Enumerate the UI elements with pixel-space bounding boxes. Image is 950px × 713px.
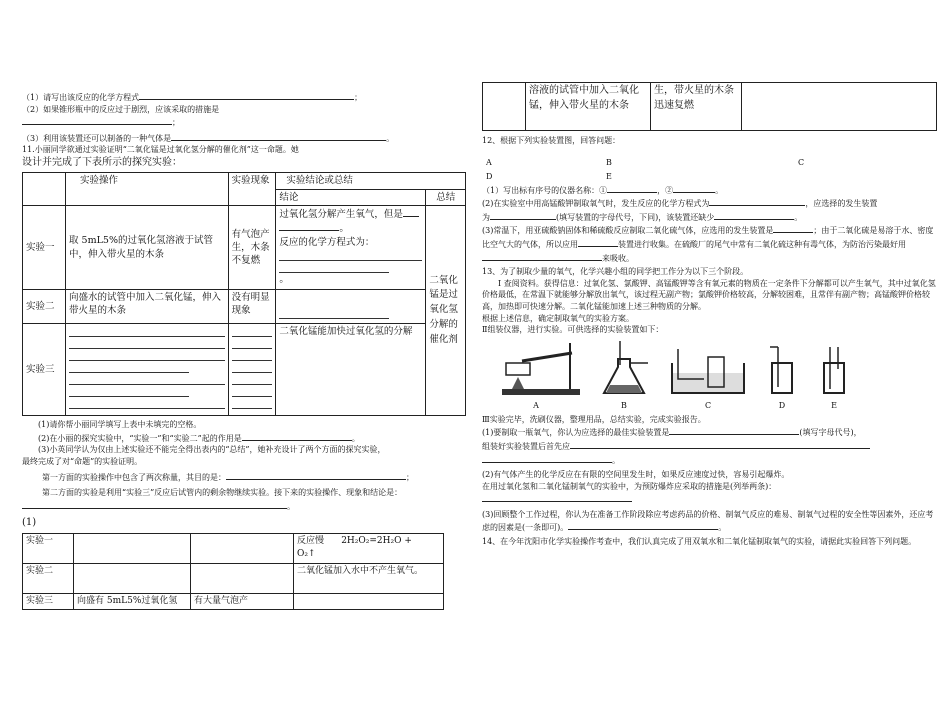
- figure-label-c: C: [798, 157, 805, 167]
- answer-blank[interactable]: [139, 90, 354, 100]
- answer-blank[interactable]: [673, 183, 715, 193]
- apparatus-d: D: [766, 339, 798, 412]
- row-conclusion: 反应慢 2H₂O₂=2H₂O + O₂↑: [294, 533, 444, 563]
- answer-blank[interactable]: [709, 196, 805, 206]
- question-1: （1）请写出该反应的化学方程式 ；: [22, 90, 470, 104]
- row-operation: 向盛有 5mL5%过氧化氢: [74, 593, 191, 609]
- answer-blank[interactable]: [773, 223, 813, 233]
- followup-5: 第二方面的实验是利用“实验三”反应后试管内的剩余物继续实验。接下来的实验操作、现象和结论是：: [42, 488, 403, 498]
- question-12-2: (2)在实验室中用高锰酸钾制取氧气时，发生反应的化学方程式为 ，应选择的发生装置: [482, 196, 937, 210]
- row-conclusion: 过氧化氢分解产生氧气，但是 。 反应的化学方程式为： 。: [276, 206, 426, 290]
- row-label: 实验一: [23, 533, 74, 563]
- answer-line[interactable]: ；: [22, 115, 470, 129]
- question-14: 14、在今年沈阳市化学实验操作考查中，我们认真完成了用双氧水和二氧化锰制取氧气的实验，请据此实验回答下列问题。: [482, 537, 917, 547]
- row-label: 实验三: [23, 593, 74, 609]
- row-operation: 溶液的试管中加入二氧化锰，伸入带火星的木条: [526, 83, 651, 131]
- header-phenomenon: 实验现象: [228, 173, 276, 206]
- figure-label-b: B: [606, 157, 612, 167]
- header-conclusion: 实验结论或总结: [276, 173, 466, 189]
- answer-blank[interactable]: [482, 251, 602, 261]
- question-12-1: （1）写出标有序号的仪器名称：① ，② 。: [482, 183, 937, 197]
- answer-blank[interactable]: [570, 439, 870, 449]
- apparatus-b: B: [598, 339, 650, 412]
- row-operation: 取 5mL5%的过氧化氢溶液于试管中，伸入带火星的木条: [66, 206, 229, 290]
- row-phenomenon: 有大量气泡产: [191, 593, 294, 609]
- test-tube-heating-icon: [492, 339, 580, 397]
- answer-blank[interactable]: [242, 431, 352, 441]
- answer-table: [22, 533, 444, 610]
- header-conclusion-sub: 结论: [276, 189, 426, 205]
- question-13-1: (1)要制取一瓶氧气，你认为应选择的最佳实验装置是 (填写字母代号)，: [482, 425, 937, 439]
- answer-label: (1): [22, 517, 37, 529]
- answer-blank[interactable]: [568, 520, 718, 530]
- answer-blank[interactable]: [714, 210, 794, 220]
- apparatus-e: E: [816, 339, 852, 412]
- question-12-2b: 为 (填写装置的字母代号，下同)，该装置还缺少 。: [482, 210, 937, 224]
- followup-4: 第一方面的实验操作中包含了两次称量，其目的是： ；: [22, 470, 470, 484]
- followup-2: (2)在小丽的探究实验中，“实验一”和“实验二”起的作用是 。: [22, 431, 470, 445]
- question-13-2b: 在用过氧化氢和二氧化锰制氧气的实验中，为预防爆炸应采取的措施是(列举两条)：: [482, 481, 777, 491]
- row-label: 实验二: [23, 290, 66, 324]
- followup-3: (3)小英同学认为仅由上述实验还不能完全得出表内的“总结”，她补充设计了两个方面的探究实验，: [38, 445, 386, 455]
- question-11-intro-2: 设计并完成了下表所示的探究实验：: [22, 156, 182, 168]
- row-label: 实验二: [23, 563, 74, 593]
- row-phenomenon: 生，带火星的木条迅速复燃: [651, 83, 742, 131]
- answer-blank[interactable]: [578, 237, 618, 247]
- answer-line[interactable]: 。: [482, 453, 937, 467]
- apparatus-a: A: [492, 339, 580, 412]
- question-12-3: (3)常温下，用亚硫酸钠固体和稀硫酸反应制取二氧化硫气体，应选用的发生装置是 ；由于二氧化硫是易溶于水、密度比空气大的气体，所以应用 装置进行收集。在硫酸厂的尾气中常有二氧化硫这种有毒气体，为防治污染最好用来吸收。: [482, 223, 937, 264]
- question-13: 13、为了制取少量的氧气，化学兴趣小组的同学把工作分为以下三个阶段。: [482, 267, 749, 277]
- figure-label-d: D: [486, 171, 493, 181]
- row-conclusion: 二氧化锰能加快过氧化氢的分解: [276, 324, 426, 416]
- question-13-info: Ⅰ 查阅资料。获得信息：过氧化氢、氯酸钾、高锰酸钾等含有氧元素的物质在一定条件下分解都可以产生氧气，其中过氧化氢价格最低，在常温下就能够分解放出氧气，该过程无副产物；氯酸钾价格较高，分解较困难，且常伴有副产物；高锰酸钾价格较高，加热即可快速分解。二氧化锰能加速上述三种物质的分解。: [482, 278, 936, 311]
- row-conclusion-blank[interactable]: [276, 290, 426, 324]
- figure-labels: [482, 157, 937, 183]
- row-operation-blank[interactable]: [66, 324, 229, 416]
- row-operation: 向盛水的试管中加入二氧化锰，伸入带火星的木条: [66, 290, 229, 324]
- header-summary: 总结: [426, 189, 466, 205]
- row-label: 实验三: [23, 324, 66, 416]
- answer-blank[interactable]: [669, 425, 799, 435]
- continuation-table: [482, 82, 937, 131]
- question-3: （3）利用该装置还可以制备的一种气体是 。: [22, 131, 470, 145]
- apparatus-c: C: [668, 339, 748, 412]
- answer-line[interactable]: [482, 492, 937, 506]
- question-11-intro: 11.小丽同学欲通过实验证明“二氧化锰是过氧化氢分解的催化剂”这一命题。她: [22, 145, 299, 155]
- header-operation: 实验操作: [66, 173, 229, 206]
- question-13-cleanup: Ⅲ实验完毕，洗刷仪器，整理用品，总结实验，完成实验报告。: [482, 414, 706, 424]
- gas-bottle-icon: [766, 339, 798, 397]
- experiment-table: [22, 172, 466, 416]
- answer-blank[interactable]: [607, 183, 657, 193]
- gas-bottle-icon: [816, 339, 852, 397]
- figure-label-e: E: [606, 171, 612, 181]
- water-trough-icon: [668, 339, 748, 397]
- followup-1: (1)请你帮小丽同学填写上表中未填完的空格。: [38, 420, 202, 430]
- question-12: 12、根据下列实验装置图，回答问题：: [482, 136, 621, 145]
- row-conclusion: 二氧化锰加入水中不产生氧气。: [294, 563, 444, 593]
- answer-line[interactable]: 。: [22, 499, 470, 513]
- question-13-info-b: 根据上述信息，确定制取氧气的实验方案。: [482, 313, 634, 323]
- question-13-assembly: Ⅱ组装仪器，进行实验。可供选择的实验装置如下：: [482, 325, 664, 335]
- left-column: [22, 90, 470, 610]
- followup-3b: 最终完成了对“命题”的实验证明。: [22, 456, 143, 466]
- apparatus-figure: [492, 342, 937, 412]
- figure-label-a: A: [486, 157, 492, 167]
- row-label: 实验一: [23, 206, 66, 290]
- conical-flask-icon: [598, 339, 650, 397]
- summary-cell: 二氧化锰是过氧化氢分解的催化剂: [426, 206, 466, 416]
- row-phenomenon: 没有明显现象: [228, 290, 276, 324]
- answer-blank[interactable]: [490, 210, 556, 220]
- row-phenomenon-blank[interactable]: [228, 324, 276, 416]
- row-phenomenon: 有气泡产生，木条不复燃: [228, 206, 276, 290]
- question-2: （2）如果锥形瓶中的反应过于剧烈，应该采取的措施是: [22, 104, 220, 114]
- answer-blank[interactable]: [171, 131, 386, 141]
- question-13-2: (2)有气体产生的化学反应在有限的空间里发生时，如果反应速度过快，容易引起爆炸。: [482, 470, 790, 480]
- right-column: [482, 82, 937, 548]
- question-13-1b: 组装好实验装置后首先应: [482, 439, 937, 453]
- answer-blank[interactable]: [226, 470, 406, 480]
- question-13-3: (3)回顾整个工作过程，你认为在准备工作阶段除应考虑药品的价格、制氧气反应的难易、制氧气过程的安全性等因素外，还应考虑的因素是(一条即可)。 。: [482, 509, 934, 533]
